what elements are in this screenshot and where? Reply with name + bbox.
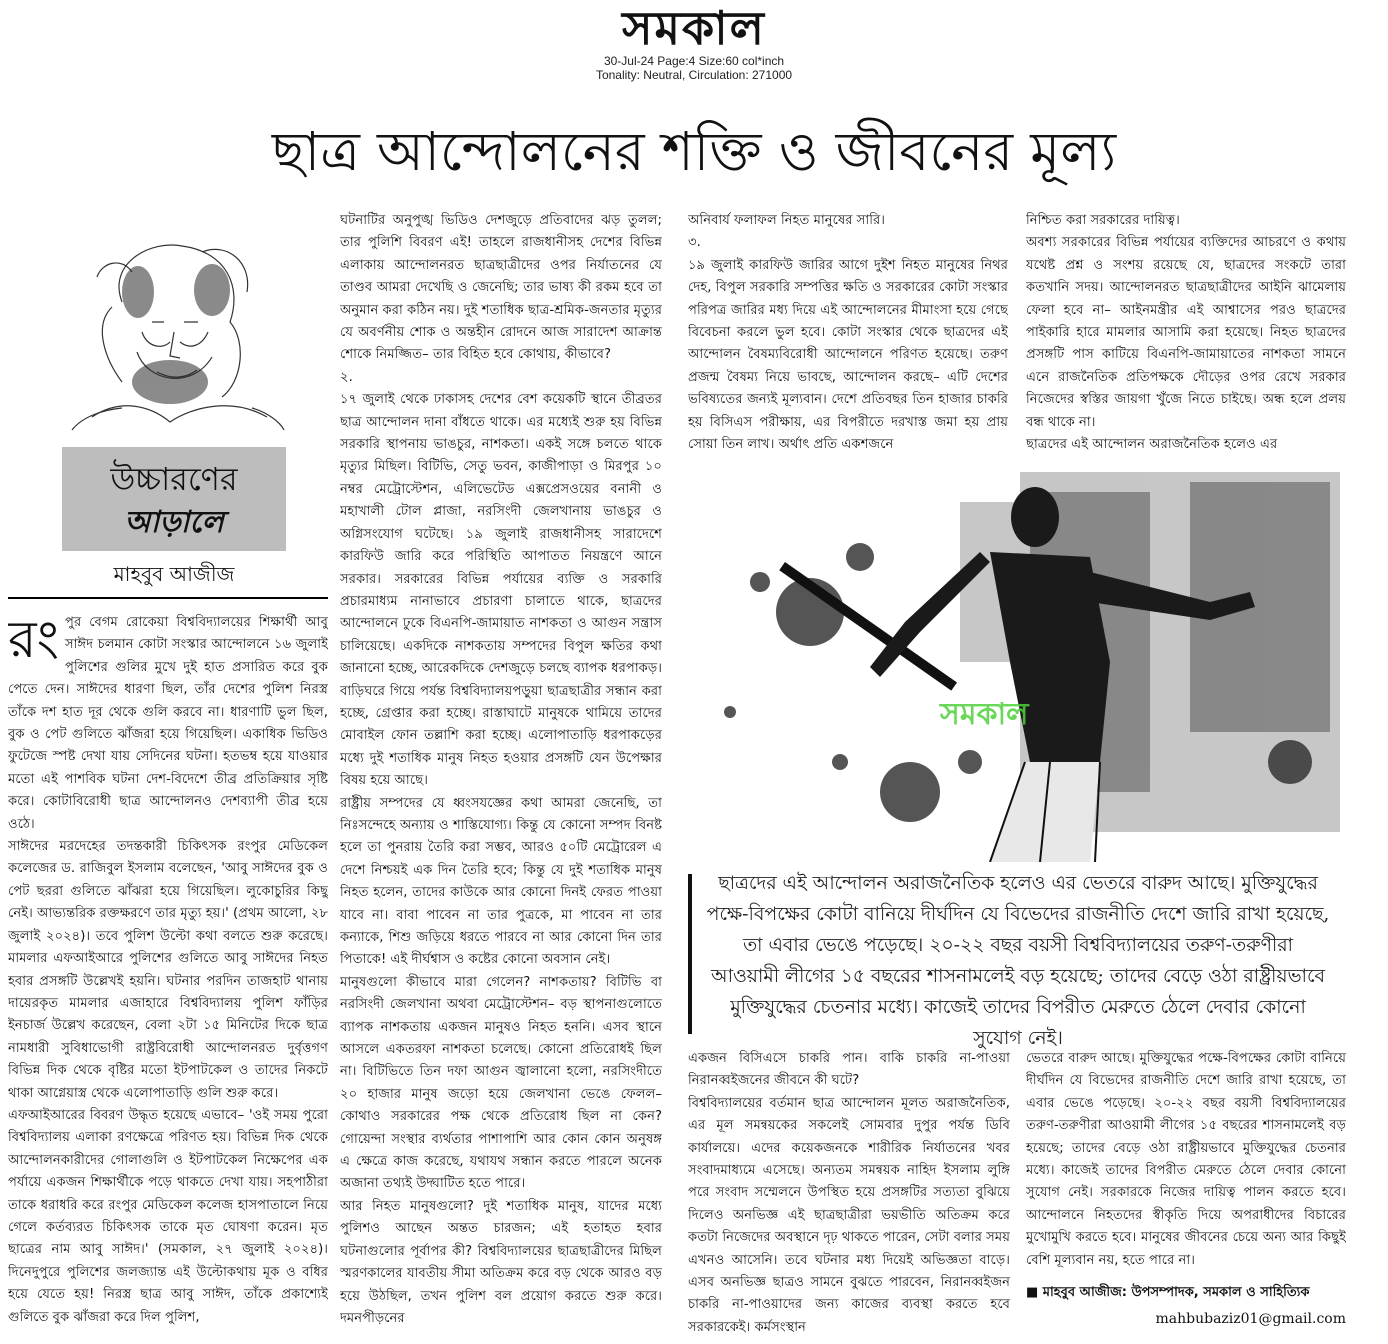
- article-headline: ছাত্র আন্দোলনের শক্তি ও জীবনের মূল্য: [271, 120, 1117, 183]
- clipping-meta-line: 30-Jul-24 Page:4 Size:60 col*inch: [603, 54, 785, 68]
- paragraph: ভেতরে বারুদ আছে। মুক্তিযুদ্ধের পক্ষে-বিপক্ষের কোটা বানিয়ে দীর্ঘদিন যে বিভেদের রাজনীতি দেশে জারি রাখা হয়েছে, তা এবার ভেঙে পড়েছে। ২০-২২ বছর বয়সী বিশ্ববিদ্যালয়ের তরুণ-তরুণীরা আওয়ামী লীগের ১৫ বছরের শাসনামলেই বড় হয়েছে; তাদের বেড়ে ওঠা রাষ্ট্রীয়ভাবে মুক্তিযুদ্ধের চেতনার মধ্যে। কাজেই তাদের বিপরীত মেরুতে ঠেলে দেবার কোনো সুযোগ নেই। সরকারকে নিজের দায়িত্ব পালন করতে হবে। আন্দোলনে নিহতদের স্বীকৃতি দিয়ে অপরাধীদের বিচারের মুখোমুখি করতে হবে। মানুষের জীবনের চেয়ে অন্য আর কিছুই বেশি মূল্যবান নয়, হতে পারে না।: [1026, 1051, 1346, 1268]
- paragraph: ১৯ জুলাই কারফিউ জারির আগে দুইশ নিহত মানুষের নিথর দেহ, বিপুল সরকারি সম্পত্তির ক্ষতি ও সরকারের কোটা সংস্কার পরিপত্র জারির মধ্য দিয়ে এই আন্দোলনের মীমাংসা হয়ে গেছে বিবেচনা করলে ভুল হবে। কোটা সংস্কার থেকে ছাত্রদের এই আন্দোলন বৈষম্যবিরোধী আন্দোলনে পরিণত হয়েছে। তরুণ প্রজন্ম বৈষম্য নিয়ে ভাবছে, আন্দোলন করছে– এটি দেশের ভবিষ্যতের জন্যই মূল্যবান। দেশে প্রতিবছর তিন হাজার চাকরি হয় বিসিএস পরীক্ষায়, এর বিপরীতে দরখাস্ত জমা হয় প্রায় সোয়া তিন লাখ। অর্থাৎ প্রতি একশজনে: [688, 257, 1008, 453]
- paragraph: মানুষগুলো কীভাবে মারা গেলেন? নাশকতায়? বিটিভি বা নরসিংদী জেলখানা অথবা মেট্রোস্টেশন– বড় স্থাপনাগুলোতে ব্যাপক নাশকতায় একজন মানুষও নিহত হননি। এসব স্থানে আসলে একতরফা নাশকতা চলেছে। কোনো প্রতিরোধই ছিল না। বিটিভিতে তিন দফা আগুন জ্বালানো হলো, নরসিংদীতে ২০ হাজার মানুষ জড়ো হয়ে জেলখানা ভেঙে ফেলল– কোথাও সরকারের পক্ষ থেকে প্রতিরোধ ছিল না কেন? গোয়েন্দা সংস্থার ব্যর্থতার পাশাপাশি আর কোন কোন অনুষঙ্গ এ ক্ষেত্রে কাজ করেছে, যথাযথ সন্ধান করতে পারলে অনেক অজানা তথ্যই উদ্ঘাটিত হতে পারে।: [340, 974, 662, 1192]
- paragraph: বিশ্ববিদ্যালয়ের বর্তমান ছাত্র আন্দোলন মূলত অরাজনৈতিক, এর মূল সমন্বয়কের সকলেই সোমবার দুপুর পর্যন্ত ডিবি কার্যালয়ে। এদের কয়েকজনকে শারীরিক নির্যাতনের খবর সংবাদমাধ্যমে এসেছে। অন্যতম সমন্বয়ক নাহিদ ইসলাম লুঙ্গি পরে সংবাদ সম্মেলনে উপস্থিত হয়ে প্রসঙ্গটির সত্যতা বুঝিয়ে দিলেও অনভিজ্ঞ এই ছাত্রছাত্রীরা ভয়ভীতি অতিক্রম করে কতটা নিজেদের অবস্থানে দৃঢ় থাকতে পারেন, সেটা বলার সময় এখনও আসেনি। তবে ঘটনার মধ্য দিয়েই অভিজ্ঞতা বাড়ে। এসব অনভিজ্ঞ ছাত্রও সামনে বুঝতে পারবেন, নিরানব্বইজন চাকরি না-পাওয়াদের জন্য কাজের ব্যবস্থা করতে হবে সরকারকেই। কর্মসংস্থান: [688, 1095, 1010, 1335]
- author-byline: মাহবুব আজীজ: [113, 562, 235, 586]
- section-number: ২.: [340, 369, 353, 385]
- article-column-4-top: [1026, 210, 1346, 455]
- paragraph: অনিবার্য ফলাফল নিহত মানুষের সারি।: [688, 213, 885, 228]
- paragraph: ঘটনাটির অনুপুঙ্খ ভিডিও দেশজুড়ে প্রতিবাদের ঝড় তুলল; তার পুলিশি বিবরণ এই! তাহলে রাজধানীসহ দেশের বিভিন্ন এলাকায় আন্দোলনরত ছাত্রছাত্রীদের ওপর নির্যাতনের যে তাণ্ডব আমরা দেখেছি ও জেনেছি; তার ভাষ্য কী রকম হবে তা অনুমান করা কঠিন নয়। দুই শতাধিক ছাত্র-শ্রমিক-জনতার মৃত্যুর যে অবর্ণনীয় শোক ও অন্তহীন রোদনে আজ সারাদেশ আক্রান্ত শোকে নিমজ্জিত– তার বিহিত হবে কোথায়, কীভাবে?: [340, 213, 662, 363]
- article-column-4-bottom: [1026, 1048, 1346, 1278]
- paragraph: ছাত্রদের এই আন্দোলন অরাজনৈতিক হলেও এর: [1026, 437, 1278, 453]
- paragraph: ১৭ জুলাই থেকে ঢাকাসহ দেশের বেশ কয়েকটি স্থানে তীব্রতর ছাত্র আন্দোলন দানা বাঁধতে থাকে। এর মধ্যেই শুরু হয় বিভিন্ন সরকারি স্থাপনায় ভাঙচুর, নাশকতা। একই সঙ্গে চলতে থাকে মৃত্যুর মিছিল। বিটিভি, সেতু ভবন, কাজীপাড়া ও মিরপুর ১০ নম্বর মেট্রোস্টেশন, এলিভেটেড এক্সপ্রেসওয়ের বনানী ও মহাখালী টোল প্লাজা, নরসিংদী জেলখানায় ভাঙচুর ও অগ্নিসংযোগ ঘটেছে। ১৯ জুলাই রাজধানীসহ সারাদেশে কারফিউ জারি করে পরিস্থিতি আপাতত নিয়ন্ত্রণে আনে সরকার। সরকারের বিভিন্ন পর্যায়ের ব্যক্তি ও সরকারি প্রচারমাধ্যম নানাভাবে প্রচারণা চালাতে থাকে, ছাত্রদের আন্দোলনে ঢুকে বিএনপি-জামায়াত নাশকতা ও আগুন সন্ত্রাস চালিয়েছে। একদিকে নাশকতায় সম্পদের বিপুল ক্ষতির কথা জানানো হচ্ছে, আরেকদিকে দেশজুড়ে চলছে ব্যাপক ধরপাকড়। বাড়িঘরে গিয়ে পর্যন্ত বিশ্ববিদ্যালয়পড়ুয়া ছাত্রছাত্রীর সন্ধান করা হচ্ছে, গ্রেপ্তার করা হচ্ছে। রাস্তাঘাটে মানুষকে থামিয়ে তাদের মোবাইল ফোন তল্লাশি করা হচ্ছে। এলোপাতাড়ি ধরপাকড়ের মধ্যে দুই শতাধিক মানুষ নিহত হওয়ার প্রসঙ্গটি যেন উপেক্ষার বিষয় হয়ে আছে।: [340, 392, 662, 789]
- paragraph: এফআইআরের বিবরণ উদ্ধৃত হয়েছে এভাবে– 'ওই সময় পুরো বিশ্ববিদ্যালয় এলাকা রণক্ষেত্রে পরিণত হয়। বিভিন্ন দিক থেকে আন্দোলনকারীদের গোলাগুলি ও ইটপাটকেল নিক্ষেপের এক পর্যায়ে একজন শিক্ষার্থীকে পড়ে থাকতে দেখা যায়। সহপাঠীরা তাকে ধরাধরি করে রংপুর মেডিকেল কলেজ হাসপাতালে নিয়ে গেলে কর্তব্যরত চিকিৎসক তাকে মৃত ঘোষণা করেন। মৃত ছাত্রের নাম আবু সাঈদ।' (সমকাল, ২৭ জুলাই ২০২৪)। দিনেদুপুরে পুলিশের জলজ্যান্ত এই উল্টোকথায় মূক ও বধির হয়ে যেতে হয়! নিরস্ত্র ছাত্র আবু সাঈদ, তাঁকে প্রকাশ্যেই গুলিতে বুক ঝাঁজরা করে দিল পুলিশ,: [8, 1107, 328, 1325]
- newspaper-logo: সমকাল: [622, 1, 766, 55]
- pull-quote: [688, 862, 1338, 1049]
- paragraph: সাঈদের মরদেহের তদন্তকারী চিকিৎসক রংপুর মেডিকেল কলেজের ড. রাজিবুল ইসলাম বলেছেন, 'আবু সাঈদের বুক ও পেট ছররা গুলিতে ঝাঁঝরা হয়ে গিয়েছিল। লুকোচুরির কিছু নেই। আভ্যন্তরিক রক্তক্ষরণে তার মৃত্যু হয়।' (প্রথম আলো, ২৮ জুলাই ২০২৪)। তবে পুলিশ উল্টো কথা বলতে শুরু করেছে। মামলার এফআইআরে পুলিশের গুলিতে আবু সাঈদের নিহত হবার প্রসঙ্গটি উল্লেখই হয়নি। ঘটনার পরদিন তাজহাট থানায় দায়েরকৃত মামলার এজাহারে বিশ্ববিদ্যালয় পুলিশ ফাঁড়ির ইনচার্জ উল্লেখ করেছেন, বেলা ২টা ১৫ মিনিটের দিকে ছাত্র নামধারী সুবিধাভোগী রাষ্ট্রবিরোধী আন্দোলনরত দুর্বৃত্তগণ বিভিন্ন দিক থেকে বৃষ্টির মতো ইটপাটকেল ও তাদের নিকটে থাকা আগ্নেয়াস্ত্র থেকে এলোপাতাড়ি গুলি শুরু করে।: [8, 839, 328, 1101]
- author-email: mahbubaziz01@gmail.com: [1155, 1311, 1346, 1327]
- pull-quote-bar: [688, 874, 692, 1034]
- column-name-line2: আড়ালে: [124, 505, 224, 540]
- section-number: ৩.: [688, 235, 701, 251]
- protest-illustration: [690, 462, 1340, 862]
- author-portrait-sketch: [52, 232, 288, 432]
- article-column-3-bottom: [688, 1048, 1010, 1344]
- watermark-logo: সমকাল: [940, 697, 1029, 732]
- author-signature: ■ মাহবুব আজীজ: উপসম্পাদক, সমকাল ও সাহিত্যিক: [1026, 1285, 1310, 1300]
- paragraph: একজন বিসিএসে চাকরি পান। বাকি চাকরি না-পাওয়া নিরানব্বইজনের জীবনে কী ঘটে?: [688, 1051, 1010, 1089]
- column-name-line1: উচ্চারণের: [110, 460, 238, 498]
- article-column-3-top: [688, 210, 1008, 455]
- paragraph: আর নিহত মানুষগুলো? দুই শতাধিক মানুষ, যাদের মধ্যে পুলিশও আছেন অন্তত চারজন; এই হতাহত হবার ঘটনাগুলোর পূর্বাপর কী? বিশ্ববিদ্যালয়ের ছাত্রছাত্রীদের মিছিল স্মরণকালের যাবতীয় সীমা অতিক্রম করে বড় থেকে আরও বড় হয়ে উঠছিল, তখন পুলিশ বল প্রয়োগ করতে শুরু করে। দমনপীড়নের: [340, 1198, 662, 1326]
- drop-cap: রং: [8, 612, 59, 670]
- pull-quote-text: ছাত্রদের এই আন্দোলন অরাজনৈতিক হলেও এর ভেতরে বারুদ আছে। মুক্তিযুদ্ধের পক্ষে-বিপক্ষের কোটা বানিয়ে দীর্ঘদিন যে বিভেদের রাজনীতি দেশে জারি রাখা হয়েছে, তা এবার ভেঙে পড়েছে। ২০-২২ বছর বয়সী বিশ্ববিদ্যালয়ের তরুণ-তরুণীরা আওয়ামী লীগের ১৫ বছরের শাসনামলেই বড় হয়েছে; তাদের বেড়ে ওঠা রাষ্ট্রীয়ভাবে মুক্তিযুদ্ধের চেতনার মধ্যে। কাজেই তাদের বিপরীত মেরুতে ঠেলে দেবার কোনো সুযোগ নেই।: [706, 873, 1330, 1049]
- paragraph: পুর বেগম রোকেয়া বিশ্ববিদ্যালয়ের শিক্ষার্থী আবু সাঈদ চলমান কোটা সংস্কার আন্দোলনে ১৬ জুলাই পুলিশের গুলির মুখে দুই হাত প্রসারিত করে বুক পেতে দেন। সাঈদের ধারণা ছিল, তাঁর দেশের পুলিশ নিরস্ত্র তাঁকে দশ হাত দূর থেকে গুলি করবে না। ধারণাটি ভুল ছিল, বুক ও পেট গুলিতে ঝাঁজরা হয়ে গিয়েছিল। একাধিক ভিডিও ফুটেজে স্পষ্ট দেখা যায় সেদিনের ঘটনা। হতভম্ব হয়ে যাওয়ার মতো এই পাশবিক ঘটনা দেশ-বিদেশে তীব্র প্রতিক্রিয়ার সৃষ্টি করে। কোটাবিরোধী ছাত্র আন্দোলনও দেশব্যাপী তীব্র হয়ে ওঠে।: [8, 615, 328, 832]
- article-column-2: [340, 210, 662, 1340]
- clipping-tonality-line: Tonality: Neutral, Circulation: 271000: [595, 68, 793, 82]
- paragraph: রাষ্ট্রীয় সম্পদের যে ধ্বংসযজ্ঞের কথা আমরা জেনেছি, তা নিঃসন্দেহে অন্যায় ও শাস্তিযোগ্য। কিন্তু যে কোনো সম্পদ বিনষ্ট হলে তা পুনরায় তৈরি করা সম্ভব, আরও ৫০টি মেট্রোরেল এ দেশে নিশ্চয়ই এক দিন তৈরি হবে; কিন্তু যে দুই শতাধিক মানুষ নিহত হলেন, তাদের কাউকে আর কোনো দিনই ফেরত পাওয়া যাবে না। বাবা পাবেন না তার পুত্রকে, মা পাবেন না তার কন্যাকে, শিশু জড়িয়ে ধরতে পারবে না আর কোনো দিন তার পিতাকে! এই দীর্ঘশ্বাস ও কষ্টের কোনো অবসান নেই।: [340, 795, 662, 968]
- article-column-1: [8, 612, 328, 1342]
- column-name-box: [62, 447, 286, 551]
- masthead: [0, 2, 1388, 82]
- paragraph: অবশ্য সরকারের বিভিন্ন পর্যায়ের ব্যক্তিদের আচরণে ও কথায় যথেষ্ট প্রশ্ন ও সংশয় রয়েছে যে, ছাত্রদের সংকটে তারা কতখানি সদয়। আন্দোলনরত ছাত্রছাত্রীদের আইনি ঝামেলায় ফেলা হবে না– আইনমন্ত্রীর এই আশ্বাসের পরও ছাত্রদের পাইকারি হারে মামলার আসামি করা হয়েছে। নিহত ছাত্রদের প্রসঙ্গটি পাস কাটিয়ে বিএনপি-জামায়াতের নাশকতা সামনে এনে রাজনৈতিক প্রতিপক্ষকে দৌড়ের ওপর রেখে সরকার নিজেদের স্বস্তির জায়গা খুঁজে নিতে চাইছে। অন্ধ হলে প্রলয় বন্ধ থাকে না।: [1026, 235, 1346, 430]
- byline-divider: [8, 597, 328, 599]
- paragraph: নিশ্চিত করা সরকারের দায়িত্ব।: [1026, 213, 1180, 228]
